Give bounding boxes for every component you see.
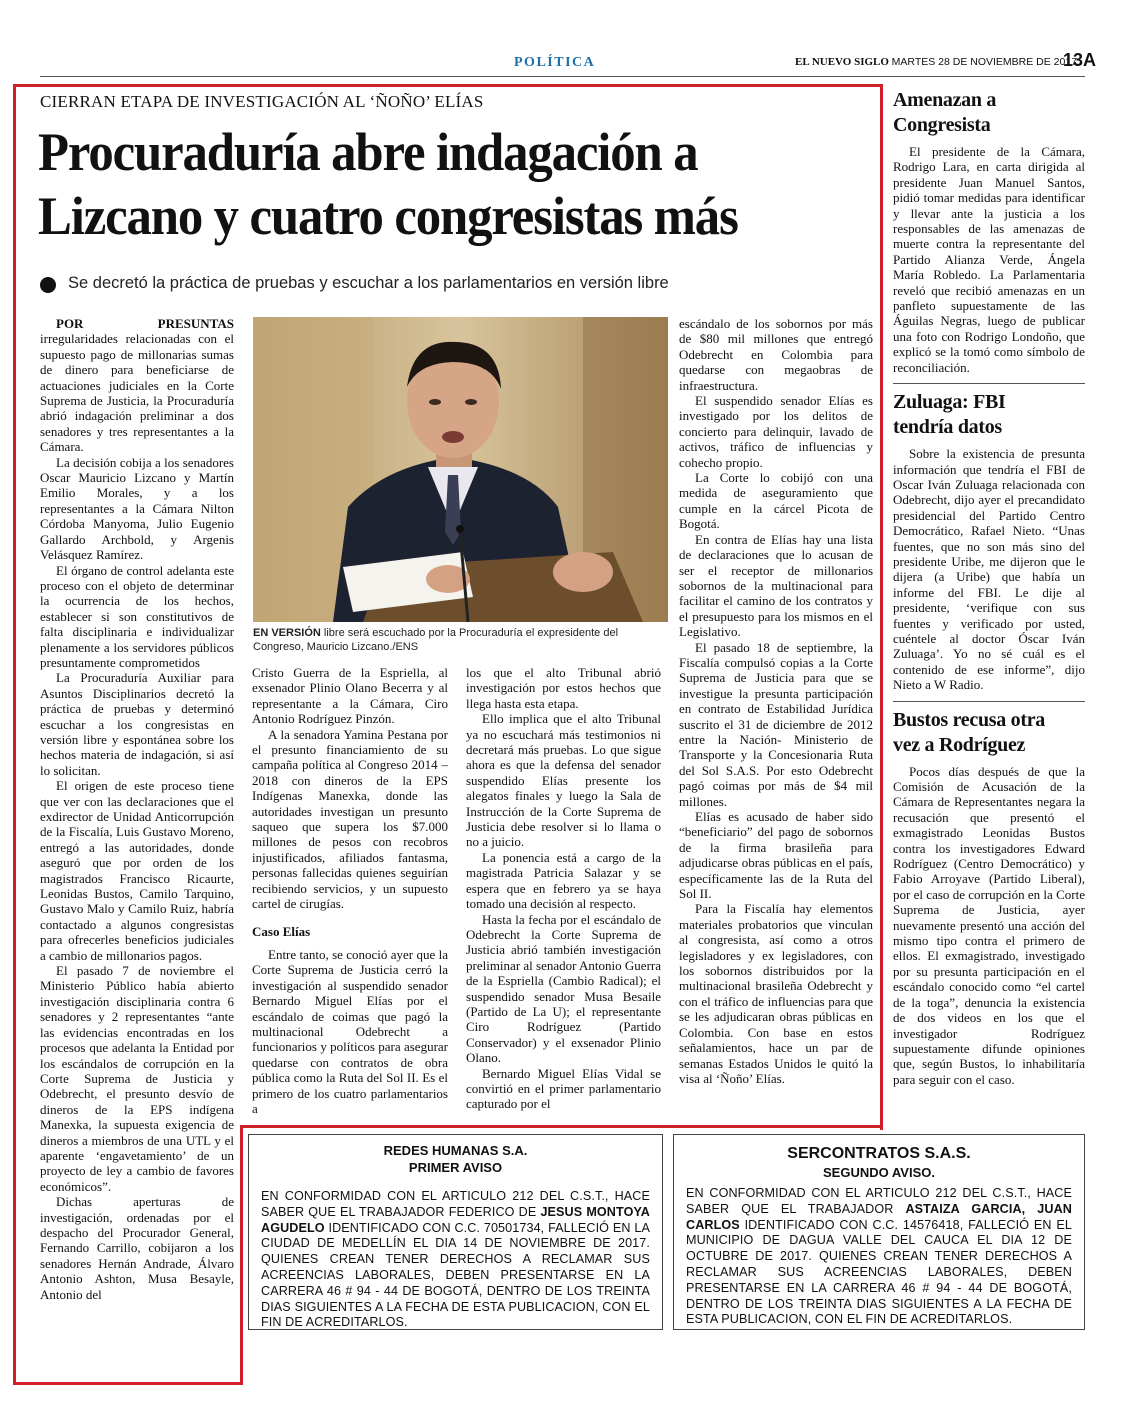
paragraph: En contra de Elías hay una lista de declaraciones que lo acusan de ser el receptor de millonarios sobornos de la multinacional para facilitar el camino de los contratos y el presupuesto para los mismos en el Legislativo. [679,531,873,640]
paragraph: Entre tanto, se conoció ayer que la Corte Suprema de Justicia cerró la investigación al suspendido senador Bernardo Miguel Elías por el escándalo de coimas que pagó la multinacional Odebrecht a funcionarios y políticos para asegurar quedarse con contratos de obra pública como la Ruta del Sol II. Es el primero de los cuatro parlamentarios a [252,946,448,1116]
notice-body [261,1189,650,1331]
paragraph: Bernardo Miguel Elías Vidal se convirtió en el primer parlamentario capturado por el [466,1065,661,1112]
paragraph: Para la Fiscalía hay elementos materiales probatorios que vinculan al congresista, así como a otros legisladores y ex legisladores, con los sobornos distribuidos por la multinacional brasileña Odebrecht y con el tráfico de influencias para que se les adjudicaran obras públicas en Colombia. Con base en estos señalamientos, hace un par de semanas Estados Unidos le quitó la visa al ‘Ñoño’ Elías. [679,901,873,1086]
subhead: Se decretó la práctica de pruebas y escuchar a los parlamentarios en versión libre [68,274,669,292]
sidebar [893,88,1085,1087]
sidebar-headline [893,88,1085,138]
paragraph: La ponencia está a cargo de la magistrada Patricia Salazar y se espera que en febrero ya se haya tomado una decisión al respecto. [466,849,661,912]
masthead-line [795,56,1077,68]
notice-name: JESUS MONTOYA AGUDELO [261,1204,650,1235]
notice-label: SEGUNDO AVISO. [823,1165,935,1180]
sidebar-text: Pocos días después de que la Comisión de Acusación de la Cámara de Representantes negara la recusación que presentó el exmagistrado Leonidas Bustos contra los investigadores Edward Rodríguez (Centro Democrático) y Fabio Arroyave (Partido Liberal), por el caso de corrupción en la Corte Suprema de Justicia, ayer nuevamente presentó una acción del mismo tipo contra el primero de ellos. El exmagistrado, investigado por su presunta participación en el escándalo conocido como “el cartel de la toga”, denuncia la existencia de dos videos en los que el investigador Rodríguez supuestamente difunde opiniones que, según Bustos, lo inhabilitaría para seguir con el caso. [893,763,1085,1087]
paragraph: Cristo Guerra de la Espriella, al exsenador Plinio Olano Becerra y al representante a la Cámara, Ciro Antonio Rodríguez Pinzón. [252,665,448,727]
paragraph: Elías es acusado de haber sido “beneficiario” del pago de sobornos de la firma brasileña para adjudicarse obras públicas en el país, específicamente las de la Ruta del Sol II. [679,809,873,902]
photo-lizcano [253,317,668,622]
photo-caption [253,626,668,654]
headline-line: tendría datos [893,416,1002,439]
headline-line: vez a Rodríguez [893,733,1026,756]
paragraph: La Corte lo cobijó con una medida de aseguramiento que cumple en la cárcel Picota de Bogotá. [679,470,873,532]
article-column-2 [252,665,448,1123]
headline-line: Bustos recusa otra [893,708,1046,731]
sidebar-divider [893,383,1085,384]
article-column-3 [466,665,661,1123]
header-rule [40,76,1085,77]
headline-line-2: Lizcano y cuatro congresistas más [38,186,738,246]
kicker: CIERRAN ETAPA DE INVESTIGACIÓN AL ‘ÑOÑO’ ELÍAS [40,92,484,111]
sidebar-story-2 [893,390,1085,693]
paragraph: Ello implica que el alto Tribunal ya no escuchará más testimonios ni decretará más pruebas. Lo que sigue ahora es que la defensa del senador suspendido Elías presente los alegatos finales y luego la Sala de Instrucción de la Corte Suprema de Justicia debe resolver si lo llama o no a juicio. [466,711,661,850]
issue-date: MARTES 28 DE NOVIEMBRE DE 2017 [891,56,1078,68]
sidebar-story-1 [893,88,1085,375]
notice-text: IDENTIFICADO CON C.C. 14576418, FALLECIÓ EN EL MUNICIPIO DE DAGUA VALLE DEL CAUCA EL DIA 12 DE OCTUBRE DE 2017. QUIENES CREAN TENER DERECHOS A RECLAMAR SUS ACREENCIAS LABORALES, DEBEN PRESENTARSE EN LA CARRERA 46 # 94 - 44 DE BOGOTÁ, DENTRO DE LOS TREINTA DIAS SIGUIENTES A LA FECHA DE ESTA PUBLICACION, CON EL FIN DE ACREDITARLOS. [686,1217,1072,1327]
paragraph: escándalo de los sobornos por más de $80 mil millones que entregó Odebrecht en Colombia para quedarse con megaobras de infraestructura. [679,316,873,393]
sidebar-story-3 [893,708,1085,1088]
highlight-box-step [240,1125,883,1128]
notice-text: IDENTIFICADO CON C.C. 70501734, FALLECIÓ EN LA CIUDAD DE MEDELLÍN EL DIA 14 DE NOVIEMBRE DE 2017. QUIENES CREAN TENER DERECHOS A RECLAMAR SUS ACREENCIAS LABORALES, DEBEN PRESENTARSE EN LA CARRERA 46 # 94 - 44 DE BOGOTÁ, DENTRO DE LOS TREINTA DIAS SIGUIENTES A LA FECHA DE ESTA PUBLICACION, CON EL FIN DE ACREDITARLOS. [261,1220,650,1330]
paragraph: A la senadora Yamina Pestana por el presunto financiamiento de su campaña política al Congreso 2014 – 2018 con dineros de la EPS Indígenas Manexka, donde las autoridades investigan un presunto saqueo que supera los $7.000 millones de pesos con recobros injustificados, afiliados fantasma, personas fallecidas quienes seguirían recibiendo servicios, y un supuesto cartel de cirugías. [252,726,448,912]
paragraph-text: irregularidades relacionadas con el supuesto pago de millonarias sumas de dinero para beneficiarse de actuaciones judiciales en la Corte Suprema de Justicia, la Procuraduría abrió indagación preliminar a dos senadores y tres representantes a la Cámara. [40,331,234,455]
photo-illustration [253,317,668,622]
paragraph: La decisión cobija a los senadores Oscar Mauricio Lizcano y Martín Emilio Morales, y a los representantes a la Cámara Nilton Córdoba Manyoma, Julio Eugenio Gallardo Archbold, y Argenis Velásquez Ramírez. [40,454,234,563]
notice-text: EN CONFORMIDAD CON EL ARTICULO 212 DEL C.S.T., HACE SABER QUE EL TRABAJADOR [686,1186,1072,1216]
paragraph: La Procuraduría Auxiliar para Asuntos Disciplinarios decretó la práctica de pruebas y determinó escuchar a los congresistas en versión libre y espontánea sobre los hechos materia de indagación, si así lo solicitan. [40,670,234,778]
sidebar-headline [893,708,1085,758]
paragraph: El suspendido senador Elías es investigado por los delitos de concierto para delinquir, lavado de activos, tráfico de influencias y cohecho propio. [679,393,873,470]
paragraph: El pasado 18 de septiembre, la Fiscalía compulsó copias a la Corte Suprema de Justicia para que se investigue la presunta participación en contrato de Estabilidad Jurídica suscrito el 31 de diciembre de 2012 entre la Nación- Ministerio de Transporte y la Concesionaria Ruta del Sol S.A.S. Por esto Odebrecht pagó coimas por más de $4 mil millones. [679,639,873,809]
notice-name: ASTAIZA GARCIA, JUAN CARLOS [686,1201,1072,1232]
notice-company: REDES HUMANAS S.A. [383,1143,528,1158]
subsection-heading: Caso Elías [252,923,311,939]
legal-notice-2 [673,1134,1085,1330]
notice-label: PRIMER AVISO [408,1160,503,1175]
article-column-1 [40,316,234,1364]
sidebar-divider [893,701,1085,702]
paragraph: El pasado 7 de noviembre el Ministerio Público había abierto investigación disciplinaria contra 6 senadores y 2 representantes “ante las evidencias encontradas en los procesos que adelanta la Entidad por los escándalos de corrupción en la Corte Suprema de Justicia y Odebrecht, el presunto desvío de dineros de la EPS indígena Manexka, la supuesta exigencia de dineros a miembros de una UTL y el aparente ‘engavetamiento’ de un proyecto de ley a cambio de favores económicos”. [40,963,234,1194]
paragraph: Hasta la fecha por el escándalo de Odebrecht la Corte Suprema de Justicia abrió también investigación preliminar al senador Antonio Guerra de la Espriella (Cambio Radical); el suspendido senador Musa Besaile (Partido de La U); el representante Ciro Rodríguez (Partido Conservador) y el exsenador Plinio Olano. [466,911,661,1066]
sidebar-text: El presidente de la Cámara, Rodrigo Lara, en carta dirigida al presidente Juan Manuel Santos, pidió tomar medidas para identificar y llevar ante la justicia a los responsables de las amenazas de muerte contra la representante del Partido Alianza Verde, Ángela María Robledo. La Parlamentaria reveló que recibió amenazas en un panfleto supuestamente de las Águilas Negras, luego de publicar una foto con Rodrigo Londoño, que explicó se la tomó como símbolo de reconciliación. [893,144,1085,375]
legal-notice-1 [248,1134,663,1330]
headline-line-1: Procuraduría abre indagación a [38,122,698,182]
paragraph: El origen de este proceso tiene que ver con las declaraciones que el exdirector de Unidad Anticorrupción de la Fiscalía, Luis Gustavo Moreno, entregó a las autoridades, donde aseguró que por orden de los magistrados Francisco Ricaurte, Leonidas Bustos, Camilo Tarquino, Gustavo Malo y Camilo Ruiz, habría contactado a algunos congresistas para ofrecerles beneficios judiciales a cambio de millonarios pagos. [40,778,234,963]
caption-text: libre será escuchado por la Procuraduría el expresidente del Congreso, Mauricio Lizcano./ENS [253,627,619,653]
lead-words: POR PRESUNTAS [56,316,234,331]
paper-name: EL NUEVO SIGLO [795,56,889,68]
page-number: 13A [1063,50,1097,70]
sidebar-headline [893,390,1085,440]
paragraph [40,316,234,455]
section-label: POLÍTICA [514,55,596,70]
paragraph: Dichas aperturas de investigación, ordenadas por el despacho del Procurador General, Fernando Carrillo, cobijaron a los senadores Hernán Andrade, Álvaro Antonio Ashton, Musa Besayle, Antonio del [40,1194,234,1302]
headline-line: Congresista [893,114,991,136]
paragraph: los que el alto Tribunal abrió investigación por estos hechos que llega hasta esta etapa. [466,665,661,711]
article-column-4 [679,316,873,1123]
headline [38,120,738,248]
headline-line: Amenazan a [893,89,997,111]
subhead-bullet [40,277,56,293]
notice-body [686,1186,1072,1328]
paragraph: El órgano de control adelanta este proceso con el objeto de determinar la ocurrencia de los hechos, establecer si son constitutivos de falta disciplinaria e individualizar plenamente a los servidores públicos presuntamente comprometidos [40,562,234,670]
notice-company: SERCONTRATOS S.A.S. [787,1145,971,1162]
caption-lead: EN VERSIÓN [253,627,321,639]
headline-line: Zuluaga: FBI [893,391,1006,414]
sidebar-text: Sobre la existencia de presunta información que tendría el FBI de Oscar Iván Zuluaga relacionada con Odebrecht, dijo ayer el precandidato presidencial del Partido Centro Democrático, Rafael Nieto. “Unas fuentes, que no son más sino del presidente Uribe, me dijeron que le dijera (a Uribe) que había un informe del FBI. Le dije al presidente, ‘verifique con sus fuentes y verificado por usted, cuéntele al doctor Óscar Iván Zuluaga’. Yo no sé cuál es el contenido de ese informe”, dijo Nieto a W Radio. [893,446,1085,693]
notice-text: EN CONFORMIDAD CON EL ARTICULO 212 DEL C.S.T., HACE SABER QUE EL TRABAJADOR FEDERICO DE [261,1189,650,1219]
